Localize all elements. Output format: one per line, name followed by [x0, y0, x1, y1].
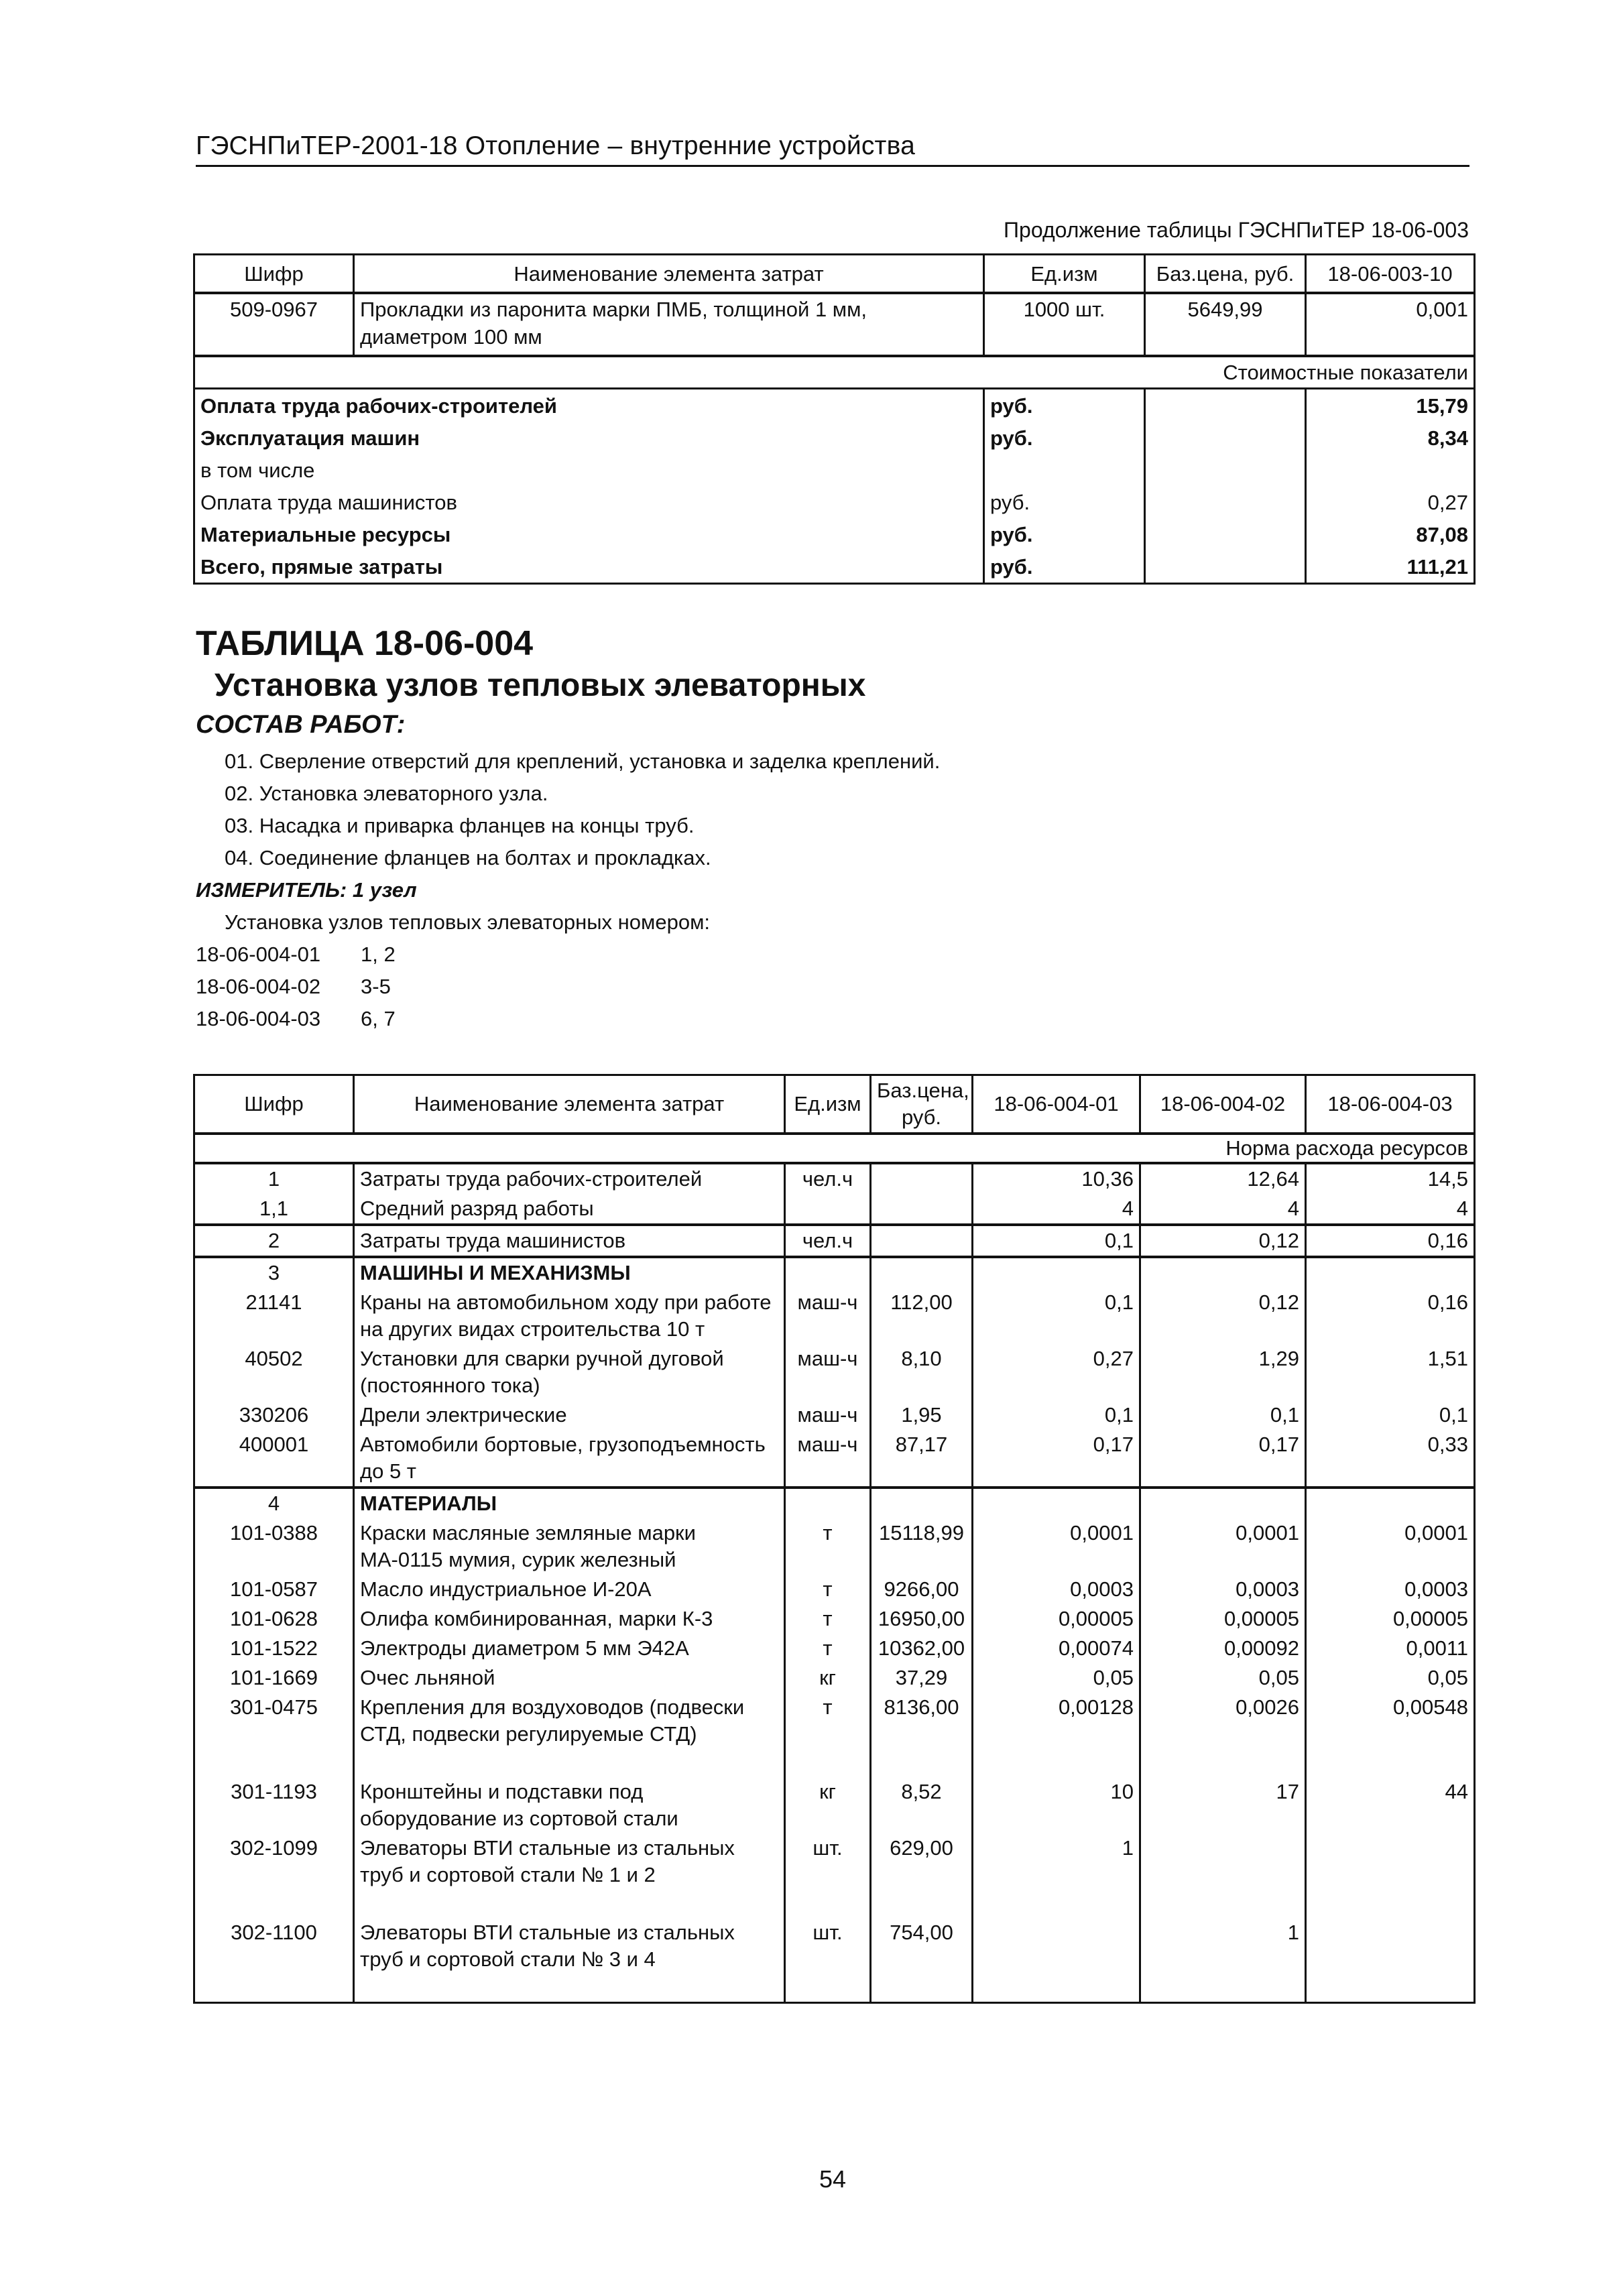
cell-norm-03: [1306, 1488, 1475, 1518]
cost-row: [194, 518, 1475, 550]
cell-norm-01: 0,1: [973, 1225, 1140, 1257]
cell-norm-03: 0,00548: [1306, 1693, 1475, 1777]
cell-norm-03: [1306, 1833, 1475, 1918]
cost-name: Оплата труда рабочих-строителей: [194, 389, 984, 422]
cell-name: Установки для сварки ручной дуговой (постоянного тока): [354, 1344, 785, 1400]
cost-value: 111,21: [1306, 550, 1475, 584]
cell-norm-03: 14,5: [1306, 1163, 1475, 1194]
cell-code: 40502: [194, 1344, 354, 1400]
cell-name: Крепления для воздуховодов (подвески СТД, подвески регулируемые СТД): [354, 1693, 785, 1777]
table-row: [194, 1693, 1475, 1777]
cell-name: Средний разряд работы: [354, 1194, 785, 1225]
cell-norm-03: 0,16: [1306, 1288, 1475, 1344]
cell-price: 1,95: [871, 1400, 973, 1430]
cell-name: Олифа комбинированная, марки К-3: [354, 1604, 785, 1634]
cell-price: 8136,00: [871, 1693, 973, 1777]
cell-norm-02: [1140, 1833, 1306, 1918]
cost-name: Оплата труда машинистов: [194, 486, 984, 518]
table-row: [194, 1225, 1475, 1257]
column-header-price: Баз.цена, руб.: [871, 1075, 973, 1134]
cell-code: 101-1669: [194, 1663, 354, 1693]
cell-norm-03: 0,16: [1306, 1225, 1475, 1257]
cell-norm-02: 0,0001: [1140, 1518, 1306, 1575]
cost-name: в том числе: [194, 454, 984, 486]
table-row: [194, 1634, 1475, 1663]
table-row: [194, 1163, 1475, 1194]
cell-code: 1: [194, 1163, 354, 1194]
cost-name: Всего, прямые затраты: [194, 550, 984, 584]
table-row: [194, 1288, 1475, 1344]
cell-price: 16950,00: [871, 1604, 973, 1634]
cell-norm-01: 0,0001: [973, 1518, 1140, 1575]
norm-label: Норма расхода ресурсов: [194, 1134, 1475, 1163]
column-header-norm: 18-06-003-10: [1306, 255, 1475, 294]
cell-unit: [785, 1488, 871, 1518]
cost-price: [1145, 454, 1306, 486]
cell-code: 301-0475: [194, 1693, 354, 1777]
column-header-code: Шифр: [194, 1075, 354, 1134]
cell-norm-02: 0,1: [1140, 1400, 1306, 1430]
table-title: ТАБЛИЦА 18-06-004: [196, 624, 534, 663]
table-row: [194, 1518, 1475, 1575]
cell-norm-01: 0,00128: [973, 1693, 1140, 1777]
cell-code: 330206: [194, 1400, 354, 1430]
norm-label-row: [194, 1134, 1475, 1163]
cell-norm-03: 1,51: [1306, 1344, 1475, 1400]
cell-norm-03: 0,05: [1306, 1663, 1475, 1693]
cell-code: 101-0587: [194, 1575, 354, 1604]
cell-price: [871, 1257, 973, 1288]
cell-norm-02: 0,12: [1140, 1225, 1306, 1257]
cell-price: 37,29: [871, 1663, 973, 1693]
cost-unit: [984, 454, 1145, 486]
cell-norm-01: 10,36: [973, 1163, 1140, 1194]
cell-price: 754,00: [871, 1918, 973, 2002]
cell-name: Затраты труда рабочих-строителей: [354, 1163, 785, 1194]
cell-price: [871, 1225, 973, 1257]
work-item: 04. Соединение фланцев на болтах и прокладках.: [225, 846, 711, 869]
cell-unit: кг: [785, 1777, 871, 1833]
cell-name: Элеваторы ВТИ стальные из стальных труб и сортовой стали № 1 и 2: [354, 1833, 785, 1918]
cell-unit: шт.: [785, 1833, 871, 1918]
cell-name: МАТЕРИАЛЫ: [354, 1488, 785, 1518]
cell-name: Дрели электрические: [354, 1400, 785, 1430]
cell-norm-03: 0,0003: [1306, 1575, 1475, 1604]
cost-name: Материальные ресурсы: [194, 518, 984, 550]
cell-norm-01: [973, 1257, 1140, 1288]
table-row: [194, 1257, 1475, 1288]
cell-price: 8,10: [871, 1344, 973, 1400]
cell-name: Затраты труда машинистов: [354, 1225, 785, 1257]
table-row: [194, 1604, 1475, 1634]
cost-value: 0,27: [1306, 486, 1475, 518]
cell-norm-02: 0,05: [1140, 1663, 1306, 1693]
cell-code: 101-1522: [194, 1634, 354, 1663]
cell-unit: т: [785, 1575, 871, 1604]
running-header: ГЭСНПиТЕР-2001-18 Отопление – внутренние устройства: [196, 131, 915, 160]
column-header-norm-03: 18-06-004-03: [1306, 1075, 1475, 1134]
cell-norm-01: 0,17: [973, 1430, 1140, 1488]
column-header-unit: Ед.изм: [785, 1075, 871, 1134]
table-row: [194, 1400, 1475, 1430]
section-label: Стоимостные показатели: [194, 356, 1475, 389]
table-row: [194, 1575, 1475, 1604]
cell-norm-01: [973, 1918, 1140, 2002]
cell-unit: [785, 1257, 871, 1288]
column-header-code: Шифр: [194, 255, 354, 294]
cost-value: 87,08: [1306, 518, 1475, 550]
install-code: 18-06-004-01: [196, 943, 321, 966]
cell-unit: 1000 шт.: [984, 293, 1145, 356]
cell-norm-03: 4: [1306, 1194, 1475, 1225]
cell-norm-02: [1140, 1488, 1306, 1518]
cell-norm-01: [973, 1488, 1140, 1518]
column-header-price: Баз.цена, руб.: [1145, 255, 1306, 294]
table-row: [194, 1777, 1475, 1833]
cost-value: [1306, 454, 1475, 486]
cell-norm-01: 4: [973, 1194, 1140, 1225]
work-composition-title: СОСТАВ РАБОТ:: [196, 711, 406, 739]
table-body: [194, 1163, 1475, 2002]
cost-unit: руб.: [984, 518, 1145, 550]
cell-unit: т: [785, 1693, 871, 1777]
cost-price: [1145, 550, 1306, 584]
install-numbers: 1, 2: [361, 943, 396, 966]
cell-code: 101-0388: [194, 1518, 354, 1575]
cost-price: [1145, 486, 1306, 518]
cell-code: 2: [194, 1225, 354, 1257]
header-divider: [196, 165, 1469, 167]
cell-code: 302-1100: [194, 1918, 354, 2002]
cell-value: 0,001: [1306, 293, 1475, 356]
install-numbers: 3-5: [361, 975, 391, 998]
cell-norm-02: 0,12: [1140, 1288, 1306, 1344]
cost-value: 15,79: [1306, 389, 1475, 422]
table-row: [194, 1194, 1475, 1225]
cell-norm-02: 0,17: [1140, 1430, 1306, 1488]
table-row: [194, 1430, 1475, 1488]
cell-norm-03: 0,0011: [1306, 1634, 1475, 1663]
cell-name: Элеваторы ВТИ стальные из стальных труб и сортовой стали № 3 и 4: [354, 1918, 785, 2002]
table-subtitle: Установка узлов тепловых элеваторных: [215, 668, 866, 703]
cell-price: [871, 1163, 973, 1194]
cell-norm-03: 0,0001: [1306, 1518, 1475, 1575]
table-header-row: [194, 1075, 1475, 1134]
cost-price: [1145, 389, 1306, 422]
cell-norm-01: 10: [973, 1777, 1140, 1833]
cell-norm-01: 0,0003: [973, 1575, 1140, 1604]
table-row: [194, 1488, 1475, 1518]
cell-price: 15118,99: [871, 1518, 973, 1575]
column-header-name: Наименование элемента затрат: [354, 1075, 785, 1134]
cell-norm-03: [1306, 1918, 1475, 2002]
cell-norm-02: 0,00092: [1140, 1634, 1306, 1663]
cell-code: 1,1: [194, 1194, 354, 1225]
cell-name: Краски масляные земляные марки МА-0115 мумия, сурик железный: [354, 1518, 785, 1575]
cell-unit: [785, 1194, 871, 1225]
cell-norm-01: 1: [973, 1833, 1140, 1918]
cell-norm-03: 0,1: [1306, 1400, 1475, 1430]
cell-name: Прокладки из паронита марки ПМБ, толщиной 1 мм, диаметром 100 мм: [354, 293, 984, 356]
install-intro: Установка узлов тепловых элеваторных номером:: [225, 910, 710, 934]
table-header-row: [194, 255, 1475, 294]
cost-unit: руб.: [984, 550, 1145, 584]
column-header-norm-02: 18-06-004-02: [1140, 1075, 1306, 1134]
page-number: 54: [819, 2165, 847, 2193]
cell-price: 87,17: [871, 1430, 973, 1488]
column-header-norm-01: 18-06-004-01: [973, 1075, 1140, 1134]
cell-unit: т: [785, 1518, 871, 1575]
cell-norm-02: 4: [1140, 1194, 1306, 1225]
cell-norm-01: 0,00074: [973, 1634, 1140, 1663]
cell-code: 3: [194, 1257, 354, 1288]
cell-price: [871, 1194, 973, 1225]
cell-unit: шт.: [785, 1918, 871, 2002]
cell-norm-02: 0,0026: [1140, 1693, 1306, 1777]
cell-norm-03: 0,00005: [1306, 1604, 1475, 1634]
cell-unit: т: [785, 1604, 871, 1634]
cell-norm-02: [1140, 1257, 1306, 1288]
cell-name: Масло индустриальное И-20А: [354, 1575, 785, 1604]
continuation-caption: Продолжение таблицы ГЭСНПиТЕР 18-06-003: [1004, 218, 1469, 242]
cell-name: Краны на автомобильном ходу при работе на других видах строительства 10 т: [354, 1288, 785, 1344]
table-row: [194, 1663, 1475, 1693]
cell-norm-03: 44: [1306, 1777, 1475, 1833]
cell-unit: маш-ч: [785, 1430, 871, 1488]
cell-norm-01: 0,1: [973, 1400, 1140, 1430]
table-row: [194, 1918, 1475, 2002]
cell-unit: чел.ч: [785, 1163, 871, 1194]
resource-norm-table: [193, 1074, 1476, 2004]
cell-norm-02: 1: [1140, 1918, 1306, 2002]
cost-row: [194, 486, 1475, 518]
cost-row: [194, 550, 1475, 584]
cell-norm-01: 0,27: [973, 1344, 1140, 1400]
cell-unit: чел.ч: [785, 1225, 871, 1257]
cell-price: 5649,99: [1145, 293, 1306, 356]
continued-resource-table: [193, 253, 1476, 585]
cell-price: 629,00: [871, 1833, 973, 1918]
cell-norm-01: 0,1: [973, 1288, 1140, 1344]
cost-price: [1145, 422, 1306, 454]
install-numbers: 6, 7: [361, 1007, 396, 1030]
cell-code: 302-1099: [194, 1833, 354, 1918]
cell-name: Электроды диаметром 5 мм Э42А: [354, 1634, 785, 1663]
cell-norm-03: [1306, 1257, 1475, 1288]
cost-value: 8,34: [1306, 422, 1475, 454]
table-row: [194, 1344, 1475, 1400]
cell-price: 8,52: [871, 1777, 973, 1833]
cell-code: 400001: [194, 1430, 354, 1488]
cost-name: Эксплуатация машин: [194, 422, 984, 454]
cost-unit: руб.: [984, 486, 1145, 518]
cell-code: 21141: [194, 1288, 354, 1344]
cell-unit: маш-ч: [785, 1400, 871, 1430]
cell-norm-02: 17: [1140, 1777, 1306, 1833]
cell-norm-02: 0,0003: [1140, 1575, 1306, 1604]
column-header-name: Наименование элемента затрат: [354, 255, 984, 294]
table-row: [194, 293, 1475, 356]
cost-price: [1145, 518, 1306, 550]
cell-unit: маш-ч: [785, 1344, 871, 1400]
cell-unit: т: [785, 1634, 871, 1663]
cell-price: 9266,00: [871, 1575, 973, 1604]
work-item: 03. Насадка и приварка фланцев на концы труб.: [225, 814, 695, 837]
work-item: 02. Установка элеваторного узла.: [225, 782, 548, 805]
cell-code: 101-0628: [194, 1604, 354, 1634]
cost-row: [194, 454, 1475, 486]
cell-code: 4: [194, 1488, 354, 1518]
cost-unit: руб.: [984, 422, 1145, 454]
cell-price: 112,00: [871, 1288, 973, 1344]
cell-price: 10362,00: [871, 1634, 973, 1663]
table-row: [194, 1833, 1475, 1918]
cell-name: Кронштейны и подставки под оборудование из сортовой стали: [354, 1777, 785, 1833]
cell-norm-02: 12,64: [1140, 1163, 1306, 1194]
install-code: 18-06-004-03: [196, 1007, 321, 1030]
cell-name: МАШИНЫ И МЕХАНИЗМЫ: [354, 1257, 785, 1288]
cell-price: [871, 1488, 973, 1518]
cell-code: 301-1193: [194, 1777, 354, 1833]
cell-norm-02: 0,00005: [1140, 1604, 1306, 1634]
cell-norm-01: 0,05: [973, 1663, 1140, 1693]
column-header-unit: Ед.изм: [984, 255, 1145, 294]
install-code: 18-06-004-02: [196, 975, 321, 998]
work-item: 01. Сверление отверстий для креплений, установка и заделка креплений.: [225, 749, 941, 773]
cost-unit: руб.: [984, 389, 1145, 422]
cell-norm-03: 0,33: [1306, 1430, 1475, 1488]
cell-norm-01: 0,00005: [973, 1604, 1140, 1634]
cost-row: [194, 422, 1475, 454]
cell-name: Автомобили бортовые, грузоподъемность до 5 т: [354, 1430, 785, 1488]
meter-label: ИЗМЕРИТЕЛЬ: 1 узел: [196, 878, 417, 902]
cost-rows: [194, 389, 1475, 584]
cell-unit: кг: [785, 1663, 871, 1693]
cell-code: 509-0967: [194, 293, 354, 356]
cell-name: Очес льняной: [354, 1663, 785, 1693]
cell-norm-02: 1,29: [1140, 1344, 1306, 1400]
cost-row: [194, 389, 1475, 422]
cell-unit: маш-ч: [785, 1288, 871, 1344]
section-label-row: [194, 356, 1475, 389]
